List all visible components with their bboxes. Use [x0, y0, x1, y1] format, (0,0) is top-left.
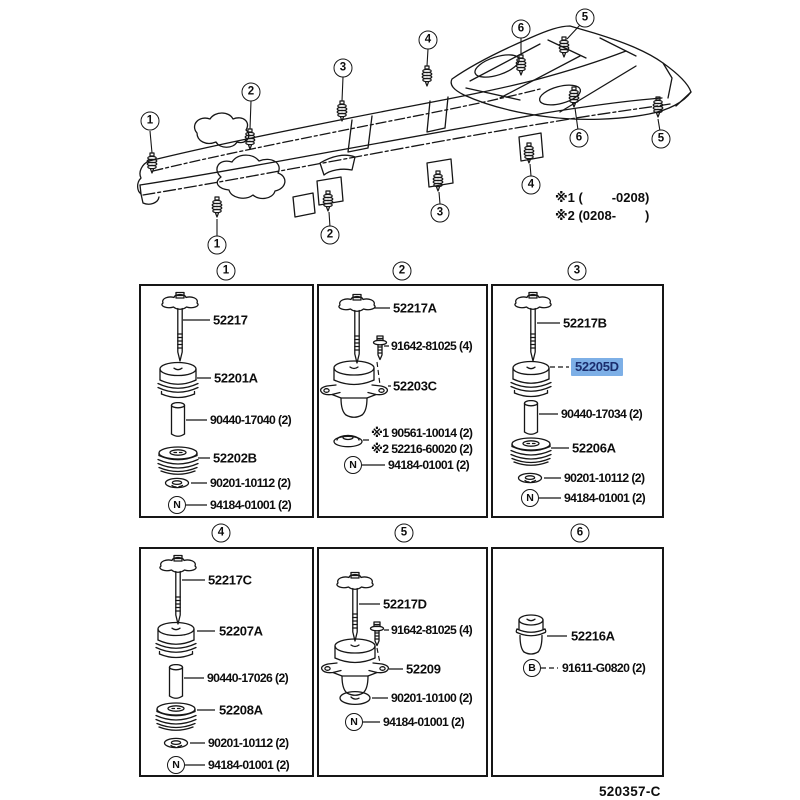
- part-number-label: 52217B: [563, 315, 607, 331]
- part-number-label: 52209: [406, 661, 441, 677]
- frame-callout-4b: 4: [522, 176, 541, 195]
- frame-outline: [138, 26, 691, 217]
- part-number-label: 52216A: [571, 628, 615, 644]
- frame-callout-2b: 2: [321, 226, 340, 245]
- frame-callout-3b: 3: [431, 204, 450, 223]
- part-number-label: 52207A: [219, 623, 263, 639]
- part-number-label: ※1 90561-10014 (2): [371, 425, 473, 440]
- part-number-label: 90201-10112 (2): [210, 475, 291, 490]
- box-header-6: 6: [571, 524, 590, 543]
- part-number-label: 94184-01001 (2): [208, 757, 290, 772]
- frame-callout-5b: 5: [652, 130, 671, 149]
- mount-bolt-icon: [422, 66, 432, 86]
- part-number-label: 52217D: [383, 596, 427, 612]
- mount-bolt-icon: [337, 101, 347, 121]
- part-number-label: 91642-81025 (4): [391, 622, 473, 637]
- box-header-3: 3: [568, 262, 587, 281]
- part-number-label: 52201A: [214, 370, 258, 386]
- part-number-label: 52217C: [208, 572, 252, 588]
- part-number-label: 90201-10112 (2): [208, 735, 289, 750]
- part-number-label: 94184-01001 (2): [383, 714, 465, 729]
- bolt-marker-icon: B: [523, 659, 541, 677]
- frame-callout-4: 4: [419, 31, 438, 50]
- frame-callout-6: 6: [512, 20, 531, 39]
- frame-callout-5: 5: [576, 9, 595, 28]
- applicability-note-1: ※1 ( -0208): [555, 190, 650, 205]
- frame-callout-1: 1: [141, 112, 160, 131]
- part-number-label: 90440-17026 (2): [207, 670, 289, 685]
- part-number-label: 90201-10112 (2): [564, 470, 645, 485]
- mount-bolt-icon: [433, 171, 443, 191]
- frame-callout-1b: 1: [208, 236, 227, 255]
- part-number-label: 94184-01001 (2): [210, 497, 292, 512]
- part-number-label: 52202B: [213, 450, 257, 466]
- part-number-label: 52206A: [572, 440, 616, 456]
- frame-callout-2: 2: [242, 83, 261, 102]
- mount-bolt-icon: [653, 97, 663, 117]
- part-number-label: ※2 52216-60020 (2): [371, 441, 473, 456]
- frame-callout-6b: 6: [570, 129, 589, 148]
- detail-box-5: [317, 547, 488, 777]
- part-number-label: 90440-17034 (2): [561, 406, 643, 421]
- applicability-note-2: ※2 (0208- ): [555, 208, 650, 223]
- mount-bolt-icon: [559, 37, 569, 57]
- part-number-label: 52217A: [393, 300, 437, 316]
- frame-callout-3: 3: [334, 59, 353, 78]
- part-number-label: 94184-01001 (2): [388, 457, 470, 472]
- part-number-label: 90440-17040 (2): [210, 412, 292, 427]
- detail-box-2: [317, 284, 488, 518]
- figure-code: 520357-C: [599, 784, 661, 799]
- part-number-label: 52203C: [393, 378, 437, 394]
- part-number-label: 52208A: [219, 702, 263, 718]
- nut-marker-icon: N: [345, 713, 363, 731]
- mount-bolt-icon: [323, 191, 333, 211]
- mount-bolt-icon: [516, 55, 526, 75]
- part-number-label: 91642-81025 (4): [391, 338, 473, 353]
- part-number-label: 94184-01001 (2): [564, 490, 646, 505]
- part-number-label: 91611-G0820 (2): [562, 660, 646, 675]
- highlighted-part-label[interactable]: 52205D: [571, 358, 623, 376]
- part-number-label: 52217: [213, 312, 248, 328]
- box-header-4: 4: [212, 524, 231, 543]
- nut-marker-icon: N: [521, 489, 539, 507]
- nut-marker-icon: N: [168, 496, 186, 514]
- nut-marker-icon: N: [167, 756, 185, 774]
- box-header-5: 5: [395, 524, 414, 543]
- box-header-2: 2: [393, 262, 412, 281]
- mount-bolt-icon: [212, 197, 222, 217]
- nut-marker-icon: N: [344, 456, 362, 474]
- part-number-label: 90201-10100 (2): [391, 690, 473, 705]
- box-header-1: 1: [217, 262, 236, 281]
- mount-bolt-icon: [245, 129, 255, 149]
